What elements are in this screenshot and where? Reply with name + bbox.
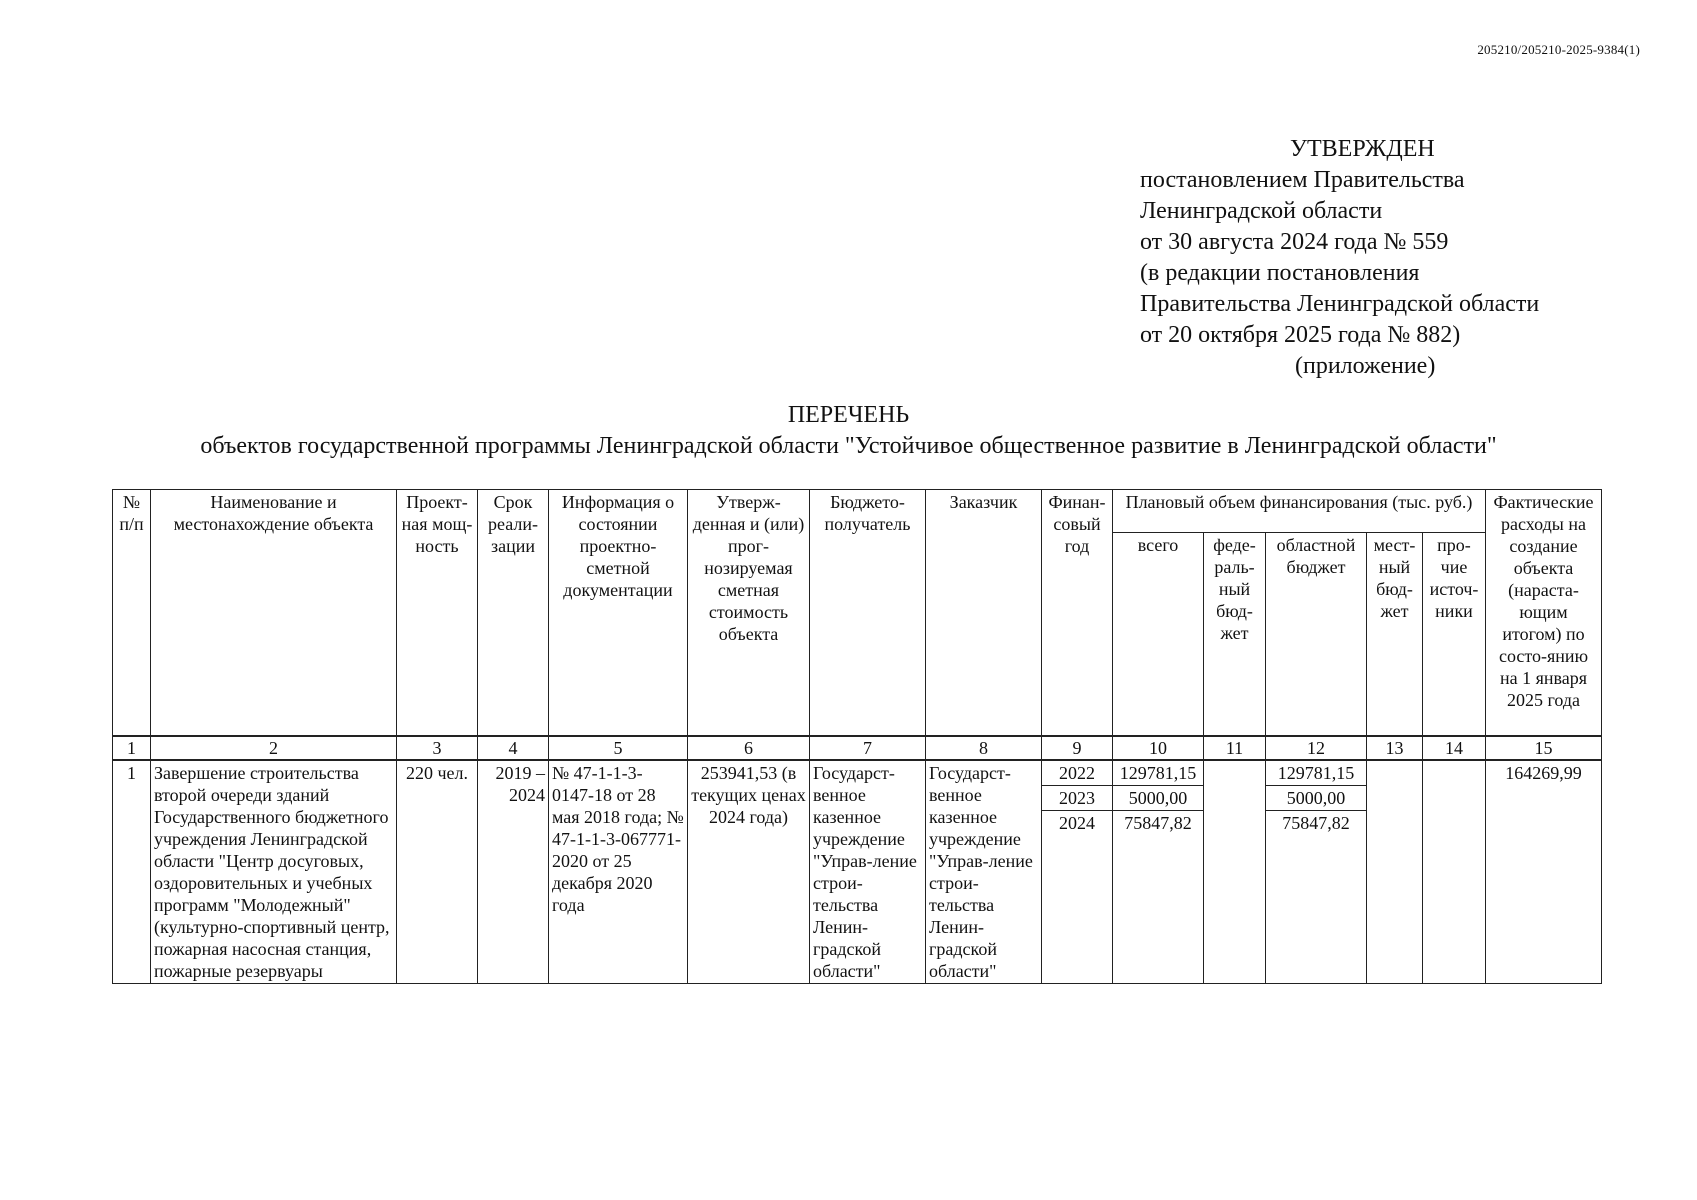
- column-number: 1: [113, 736, 151, 760]
- cell-regional-value: 5000,00: [1266, 785, 1366, 810]
- header-actual: Фактические расходы на создание объекта (нараста-ющим итогом) по состо-янию на 1 января 2025 года: [1486, 490, 1602, 737]
- column-number: 14: [1423, 736, 1486, 760]
- column-number: 2: [151, 736, 397, 760]
- cell-federal: [1204, 760, 1266, 984]
- header-docs: Информация о состоянии проектно-сметной документации: [549, 490, 688, 737]
- header-customer: Заказчик: [926, 490, 1042, 737]
- cell-capacity: 220 чел.: [397, 760, 478, 984]
- cell-customer: Государст-венное казенное учреждение "Управ-ление строи-тельства Ленин-градской области": [926, 760, 1042, 984]
- cell-regional: [1266, 760, 1367, 984]
- cell-totals: [1113, 760, 1204, 984]
- cell-total: 129781,15: [1119, 763, 1197, 783]
- cell-regional-value: 75847,82: [1266, 810, 1366, 835]
- approval-line: от 30 августа 2024 года № 559: [1140, 229, 1449, 255]
- document-heading: [0, 400, 1697, 462]
- approval-line: постановлением Правительства: [1140, 167, 1465, 193]
- cell-year: 2024: [1042, 810, 1112, 835]
- header-regional: областной бюджет: [1266, 533, 1367, 737]
- column-number: 11: [1204, 736, 1266, 760]
- column-number: 10: [1113, 736, 1204, 760]
- column-number: 8: [926, 736, 1042, 760]
- header-local: мест-ный бюд-жет: [1367, 533, 1423, 737]
- header-name: Наименование и местонахождение объекта: [151, 490, 397, 737]
- column-number: 7: [810, 736, 926, 760]
- approval-annex: (приложение): [1295, 353, 1436, 379]
- table-header-row: [113, 490, 1602, 533]
- column-number: 3: [397, 736, 478, 760]
- column-number: 6: [688, 736, 810, 760]
- cell-total: 5000,00: [1113, 785, 1203, 810]
- cell-docs: № 47-1-1-3-0147-18 от 28 мая 2018 года; № 47-1-1-3-067771-2020 от 25 декабря 2020 года: [549, 760, 688, 984]
- header-term: Срок реали-зации: [478, 490, 549, 737]
- header-other: про-чие источ-ники: [1423, 533, 1486, 737]
- column-number-row: [113, 736, 1602, 760]
- column-number: 5: [549, 736, 688, 760]
- approval-line: Ленинградской области: [1140, 198, 1383, 224]
- cell-total: 75847,82: [1113, 810, 1203, 835]
- objects-table: [112, 489, 1602, 984]
- cell-year: 2023: [1042, 785, 1112, 810]
- header-num: № п/п: [113, 490, 151, 737]
- cell-object-name: Завершение строительства второй очереди зданий Государственного бюджетного учреждения Ленинградской области "Центр досуговых, оздоровительных и учебных программ "Молодежный" (культурно-спортивный центр, пожарная насосная станция, пожарные резервуары: [151, 760, 397, 984]
- approval-line: (в редакции постановления: [1140, 260, 1420, 286]
- header-planned: Плановый объем финансирования (тыс. руб.): [1113, 490, 1486, 533]
- cell-term: 2019 – 2024: [478, 760, 549, 984]
- column-number: 12: [1266, 736, 1367, 760]
- approval-stamp: [1140, 134, 1600, 382]
- approval-line: Правительства Ленинградской области: [1140, 291, 1540, 317]
- header-total: всего: [1113, 533, 1204, 737]
- column-number: 13: [1367, 736, 1423, 760]
- cell-regional-value: 129781,15: [1277, 763, 1355, 783]
- column-number: 4: [478, 736, 549, 760]
- approval-line: от 20 октября 2025 года № 882): [1140, 322, 1461, 348]
- cell-actual: 164269,99: [1486, 760, 1602, 984]
- cell-fin-years: [1042, 760, 1113, 984]
- cell-recipient: Государст-венное казенное учреждение "Управ-ление строи-тельства Ленин-градской области": [810, 760, 926, 984]
- document-code: 205210/205210-2025-9384(1): [1477, 42, 1640, 57]
- cell-year: 2022: [1059, 763, 1095, 783]
- column-number: 9: [1042, 736, 1113, 760]
- cell-local: [1367, 760, 1423, 984]
- cell-cost: 253941,53 (в текущих ценах 2024 года): [688, 760, 810, 984]
- header-federal: феде-раль-ный бюд-жет: [1204, 533, 1266, 737]
- document-title: ПЕРЕЧЕНЬ: [787, 402, 910, 428]
- header-cost: Утверж-денная и (или) прог-нозируемая сметная стоимость объекта: [688, 490, 810, 737]
- approval-title: УТВЕРЖДЕН: [1290, 136, 1435, 162]
- cell-other: [1423, 760, 1486, 984]
- header-fin-year: Финан-совый год: [1042, 490, 1113, 737]
- header-recipient: Бюджето-получатель: [810, 490, 926, 737]
- cell-num: 1: [113, 760, 151, 984]
- column-number: 15: [1486, 736, 1602, 760]
- table-row: [113, 760, 1602, 984]
- document-subtitle: объектов государственной программы Ленинградской области "Устойчивое общественное развитие в Ленинградской области": [200, 433, 1497, 459]
- header-capacity: Проект-ная мощ-ность: [397, 490, 478, 737]
